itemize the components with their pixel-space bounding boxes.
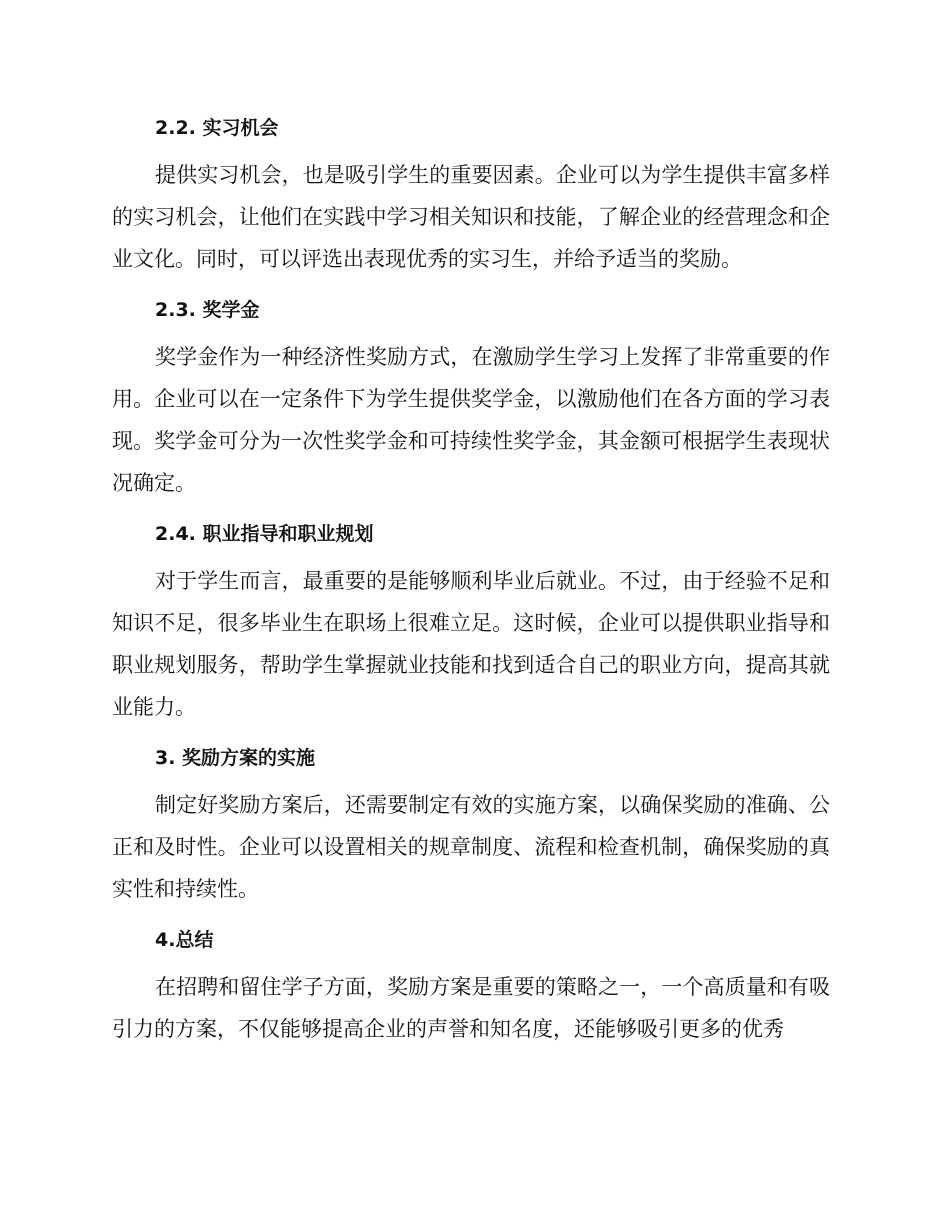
- section-paragraph-implementation: 制定好奖励方案后，还需要制定有效的实施方案，以确保奖励的准确、公正和及时性。企业可以设置相关的规章制度、流程和检查机制，确保奖励的真实性和持续性。: [112, 793, 830, 901]
- section-heading-scholarship: 2.3. 奖学金: [155, 299, 260, 321]
- section-heading-implementation: 3. 奖励方案的实施: [155, 747, 316, 769]
- section-paragraph-summary: 在招聘和留住学子方面，奖励方案是重要的策略之一，一个高质量和有吸引力的方案，不仅能够提高企业的声誉和知名度，还能够吸引更多的优秀: [112, 975, 830, 1041]
- section-paragraph-scholarship: 奖学金作为一种经济性奖励方式，在激励学生学习上发挥了非常重要的作用。企业可以在一定条件下为学生提供奖学金，以激励他们在各方面的学习表现。奖学金可分为一次性奖学金和可持续性奖学金，其金额可根据学生表现状况确定。: [112, 345, 830, 495]
- section-heading-career-guidance: 2.4. 职业指导和职业规划: [155, 523, 374, 545]
- section-paragraph-career-guidance: 对于学生而言，最重要的是能够顺利毕业后就业。不过，由于经验不足和知识不足，很多毕业生在职场上很难立足。这时候，企业可以提供职业指导和职业规划服务，帮助学生掌握就业技能和找到适合自己的职业方向，提高其就业能力。: [112, 569, 830, 719]
- section-paragraph-internship: 提供实习机会，也是吸引学生的重要因素。企业可以为学生提供丰富多样的实习机会，让他们在实践中学习相关知识和技能，了解企业的经营理念和企业文化。同时，可以评选出表现优秀的实习生，并给予适当的奖励。: [112, 163, 830, 271]
- section-heading-summary: 4.总结: [155, 929, 214, 951]
- document-body: [112, 108, 830, 1060]
- section-heading-internship: 2.2. 实习机会: [155, 117, 279, 139]
